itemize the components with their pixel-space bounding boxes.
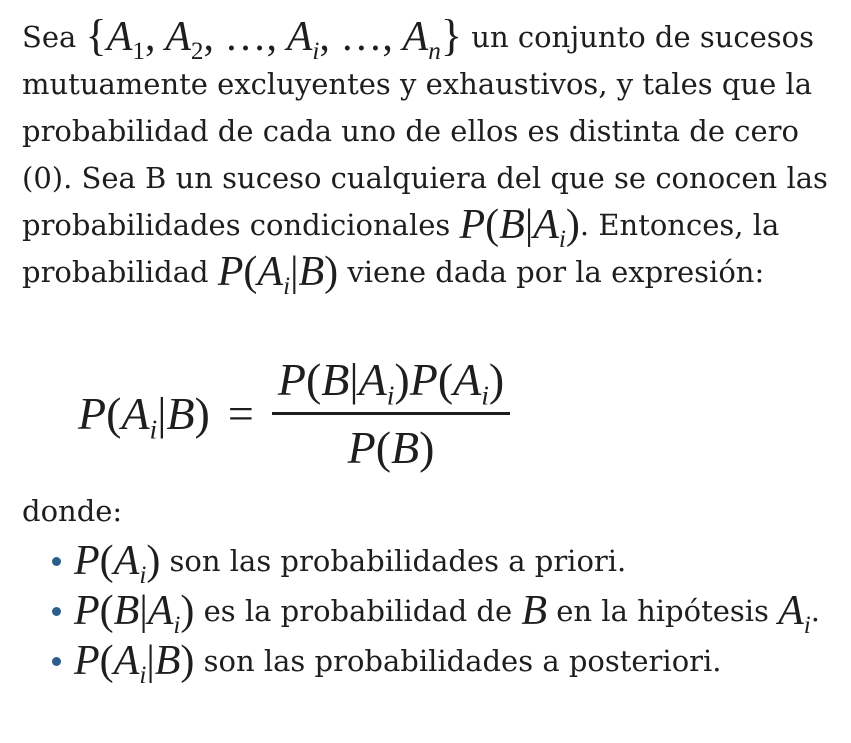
conditional-probability-formula: $P(B|A_i)$ (459, 202, 580, 253)
bullet-icon (52, 657, 61, 666)
bayes-theorem-formula (78, 354, 510, 472)
fraction-denominator: P(B) (347, 421, 435, 473)
intro-paragraph (22, 11, 842, 300)
intro-entonces: . Entonces, la probabilidad (22, 208, 780, 289)
intro-expresion: viene dada por la expresión: (347, 255, 765, 289)
likelihood-text-a: es la probabilidad de (203, 594, 513, 628)
intro-text: un conjunto de sucesos mutuamente excluyentes y exhaustivos, y tales que la probabilidad de cada uno de ellos es distinta de cero (0). Sea B un suceso cualquiera del que se conocen las probabilidades condicionales (22, 20, 828, 242)
posterior-text: son las probabilidades a posteriori. (203, 644, 722, 678)
bullet-icon (52, 607, 61, 616)
likelihood-text-b: en la hipótesis (556, 594, 769, 628)
posterior-probability-formula: $P(A_i|B)$ (217, 249, 339, 300)
equals-sign: = (227, 387, 254, 439)
bullet-icon (52, 557, 61, 566)
formula-fraction (272, 353, 510, 474)
prior-text: son las probabilidades a priori. (169, 544, 627, 578)
formula-lhs: $P(A_i|B)$ (78, 387, 210, 445)
event-set-formula: {$A_1$, $A_2$, …, $A_i$, …, $A_n$} (85, 11, 463, 65)
intro-sea: Sea (22, 20, 77, 54)
definitions-list (52, 536, 842, 689)
list-item-prior: $P(A_i)$ son las probabilidades a priori. (52, 536, 842, 586)
list-item-posterior: $P(A_i|B)$ son las probabilidades a posteriori. (52, 636, 842, 686)
article-body (22, 11, 842, 300)
list-item-likelihood: $P(B|A_i)$ es la probabilidad de B en la hipótesis $A_i$. (52, 586, 842, 636)
donde-label: donde: (22, 494, 123, 528)
fraction-numerator: $P(B|A_i)P(A_i)$ (277, 353, 505, 411)
